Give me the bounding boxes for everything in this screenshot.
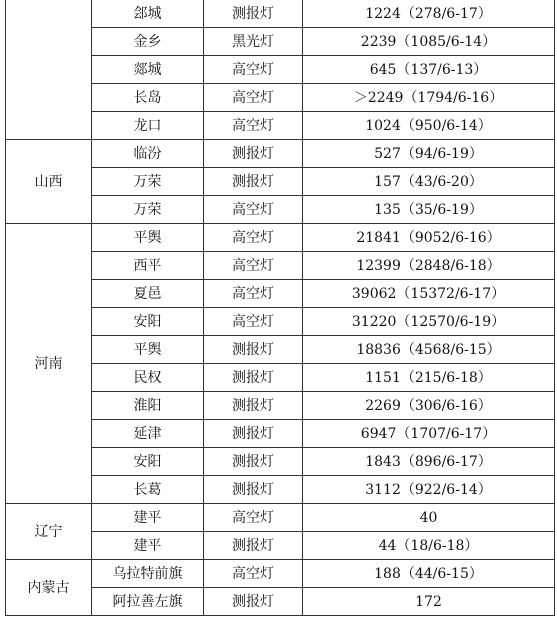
- count-value-cell: 172: [303, 588, 555, 616]
- count-value-cell: 40: [303, 504, 555, 532]
- county-cell: 西平: [92, 252, 204, 280]
- lamp-type-cell: 高空灯: [204, 224, 303, 252]
- table-row: [6, 560, 555, 588]
- count-value-cell: 2269（306/6-16）: [303, 392, 555, 420]
- county-cell: 夏邑: [92, 280, 204, 308]
- lamp-type-cell: 高空灯: [204, 56, 303, 84]
- province-cell: 内蒙古: [6, 560, 92, 616]
- count-value-cell: 18836（4568/6-15）: [303, 336, 555, 364]
- lamp-type-cell: 测报灯: [204, 336, 303, 364]
- count-value-cell: 44（18/6-18）: [303, 532, 555, 560]
- county-cell: 长葛: [92, 476, 204, 504]
- county-cell: 郯城: [92, 56, 204, 84]
- county-cell: 安阳: [92, 448, 204, 476]
- count-value-cell: 21841（9052/6-16）: [303, 224, 555, 252]
- county-cell: 平舆: [92, 336, 204, 364]
- count-value-cell: 188（44/6-15）: [303, 560, 555, 588]
- count-value-cell: 157（43/6-20）: [303, 168, 555, 196]
- lamp-type-cell: 高空灯: [204, 196, 303, 224]
- count-value-cell: 31220（12570/6-19）: [303, 308, 555, 336]
- count-value-cell: 1843（896/6-17）: [303, 448, 555, 476]
- count-value-cell: 1151（215/6-18）: [303, 364, 555, 392]
- lamp-type-cell: 高空灯: [204, 112, 303, 140]
- table-row: [6, 224, 555, 252]
- lamp-type-cell: 测报灯: [204, 588, 303, 616]
- count-value-cell: 2239（1085/6-14）: [303, 28, 555, 56]
- table-row: [6, 0, 555, 28]
- county-cell: 阿拉善左旗: [92, 588, 204, 616]
- county-cell: 万荣: [92, 168, 204, 196]
- count-value-cell: 6947（1707/6-17）: [303, 420, 555, 448]
- data-table: [5, 0, 555, 616]
- province-cell: 辽宁: [6, 504, 92, 560]
- province-cell: 河南: [6, 224, 92, 504]
- count-value-cell: 1024（950/6-14）: [303, 112, 555, 140]
- lamp-type-cell: 高空灯: [204, 504, 303, 532]
- lamp-type-cell: 测报灯: [204, 476, 303, 504]
- lamp-type-cell: 高空灯: [204, 84, 303, 112]
- county-cell: 淮阳: [92, 392, 204, 420]
- county-cell: 建平: [92, 504, 204, 532]
- county-cell: 乌拉特前旗: [92, 560, 204, 588]
- county-cell: 民权: [92, 364, 204, 392]
- county-cell: 万荣: [92, 196, 204, 224]
- count-value-cell: 12399（2848/6-18）: [303, 252, 555, 280]
- count-value-cell: ＞2249（1794/6-16）: [303, 84, 555, 112]
- lamp-type-cell: 测报灯: [204, 140, 303, 168]
- table-row: [6, 504, 555, 532]
- count-value-cell: 39062（15372/6-17）: [303, 280, 555, 308]
- lamp-type-cell: 测报灯: [204, 448, 303, 476]
- county-cell: 金乡: [92, 28, 204, 56]
- count-value-cell: 135（35/6-19）: [303, 196, 555, 224]
- county-cell: 平舆: [92, 224, 204, 252]
- county-cell: 延津: [92, 420, 204, 448]
- lamp-type-cell: 测报灯: [204, 532, 303, 560]
- table-row: [6, 140, 555, 168]
- lamp-type-cell: 测报灯: [204, 364, 303, 392]
- count-value-cell: 527（94/6-19）: [303, 140, 555, 168]
- lamp-type-cell: 测报灯: [204, 0, 303, 28]
- county-cell: 建平: [92, 532, 204, 560]
- lamp-type-cell: 高空灯: [204, 308, 303, 336]
- lamp-type-cell: 测报灯: [204, 168, 303, 196]
- count-value-cell: 645（137/6-13）: [303, 56, 555, 84]
- county-cell: 安阳: [92, 308, 204, 336]
- lamp-type-cell: 黑光灯: [204, 28, 303, 56]
- lamp-type-cell: 高空灯: [204, 560, 303, 588]
- count-value-cell: 3112（922/6-14）: [303, 476, 555, 504]
- table-body: [6, 0, 555, 616]
- county-cell: 临汾: [92, 140, 204, 168]
- county-cell: 龙口: [92, 112, 204, 140]
- lamp-type-cell: 高空灯: [204, 280, 303, 308]
- lamp-type-cell: 测报灯: [204, 420, 303, 448]
- lamp-type-cell: 测报灯: [204, 392, 303, 420]
- county-cell: 郐城: [92, 0, 204, 28]
- lamp-type-cell: 高空灯: [204, 252, 303, 280]
- province-cell: [6, 0, 92, 140]
- count-value-cell: 1224（278/6-17）: [303, 0, 555, 28]
- county-cell: 长岛: [92, 84, 204, 112]
- province-cell: 山西: [6, 140, 92, 224]
